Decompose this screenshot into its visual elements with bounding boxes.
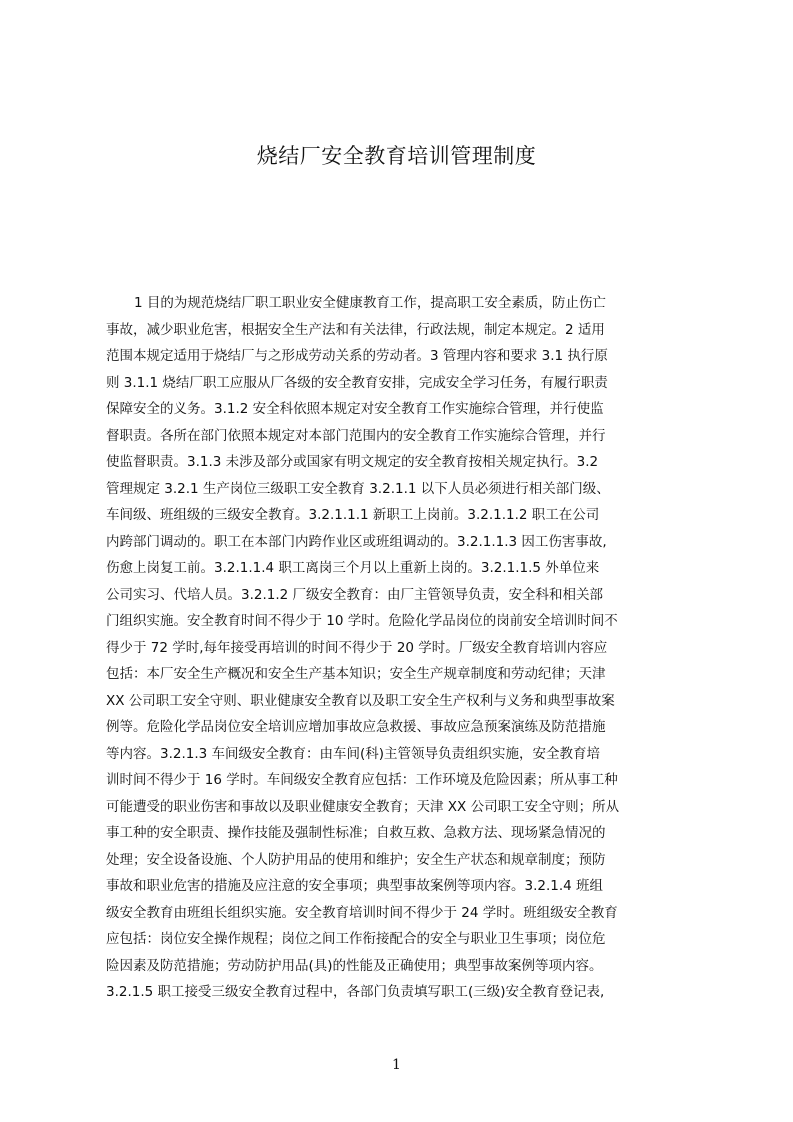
text-line: 事故和职业危害的措施及应注意的安全事项；典型事故案例等项内容。3.2.1.4 班组 xyxy=(106,878,604,894)
text-line: 例等。危险化学品岗位安全培训应增加事故应急救援、事故应急预案演练及防范措施 xyxy=(106,719,606,735)
text-line: 范围本规定适用于烧结厂与之形成劳动关系的劳动者。3 管理内容和要求 3.1 执行原 xyxy=(106,348,608,364)
text-line: 得少于 72 学时,每年接受再培训的时间不得少于 20 学时。厂级安全教育培训内容应 xyxy=(106,639,608,656)
text-line: 管理规定 3.2.1 生产岗位三级职工安全教育 3.2.1.1 以下人员必须进行相关部门级、 xyxy=(106,480,610,497)
text-line: 险因素及防范措施；劳动防护用品(具)的性能及正确使用；典型事故案例等项内容。 xyxy=(106,957,603,974)
text-line: 使监督职责。3.1.3 未涉及部分或国家有明文规定的安全教育按相关规定执行。3.2 xyxy=(106,454,599,470)
text-line: 包括：本厂安全生产概况和安全生产基本知识；安全生产规章制度和劳动纪律；天津 xyxy=(106,666,606,682)
text-line: 督职责。各所在部门依照本规定对本部门范围内的安全教育工作实施综合管理，并行 xyxy=(106,427,606,444)
text-line: 3.2.1.5 职工接受三级安全教育过程中，各部门负责填写职工(三级)安全教育登记表, xyxy=(106,984,605,1000)
text-line: 事工种的安全职责、操作技能及强制性标准；自救互救、急救方法、现场紧急情况的 xyxy=(106,825,606,841)
text-line: 级安全教育由班组长组织实施。安全教育培训时间不得少于 24 学时。班组级安全教育 xyxy=(106,904,618,921)
text-line: 训时间不得少于 16 学时。车间级安全教育应包括：工作环境及危险因素；所从事工种 xyxy=(106,772,618,788)
text-line: 事故，减少职业危害，根据安全生产法和有关法律，行政法规，制定本规定。2 适用 xyxy=(106,321,605,338)
text-line: 1 目的为规范烧结厂职工职业安全健康教育工作，提高职工安全素质，防止伤亡 xyxy=(134,295,606,311)
text-line: 保障安全的义务。3.1.2 安全科依照本规定对安全教育工作实施综合管理，并行使监 xyxy=(106,401,604,417)
text-line: 应包括：岗位安全操作规程；岗位之间工作衔接配合的安全与职业卫生事项；岗位危 xyxy=(106,931,606,947)
text-line: 门组织实施。安全教育时间不得少于 10 学时。危险化学品岗位的岗前安全培训时间不 xyxy=(106,613,618,629)
text-line: XX 公司职工安全守则、职业健康安全教育以及职工安全生产权利与义务和典型事故案 xyxy=(106,692,615,709)
text-line: 处理；安全设备设施、个人防护用品的使用和维护；安全生产状态和规章制度；预防 xyxy=(106,851,606,868)
text-line: 内跨部门调动的。职工在本部门内跨作业区或班组调动的。3.2.1.1.3 因工伤害事故, xyxy=(106,533,607,550)
text-line: 等内容。3.2.1.3 车间级安全教育：由车间(科)主管领导负责组织实施，安全教育培 xyxy=(106,745,601,762)
text-line: 伤愈上岗复工前。3.2.1.1.4 职工离岗三个月以上重新上岗的。3.2.1.1.5 外单位来 xyxy=(106,560,600,576)
text-line: 公司实习、代培人员。3.2.1.2 厂级安全教育：由厂主管领导负责，安全科和相关部 xyxy=(106,586,604,603)
page-number: 1 xyxy=(392,1057,401,1073)
body-paragraph xyxy=(106,290,697,1006)
text-line: 则 3.1.1 烧结厂职工应服从厂各级的安全教育安排，完成安全学习任务，有履行职责 xyxy=(106,374,608,391)
document-title: 烧结厂安全教育培训管理制度 xyxy=(256,144,537,168)
text-line: 车间级、班组级的三级安全教育。3.2.1.1.1 新职工上岗前。3.2.1.1.2 职工在公司 xyxy=(106,507,600,523)
text-line: 可能遭受的职业伤害和事故以及职业健康安全教育；天津 XX 公司职工安全守则；所从 xyxy=(106,798,620,815)
